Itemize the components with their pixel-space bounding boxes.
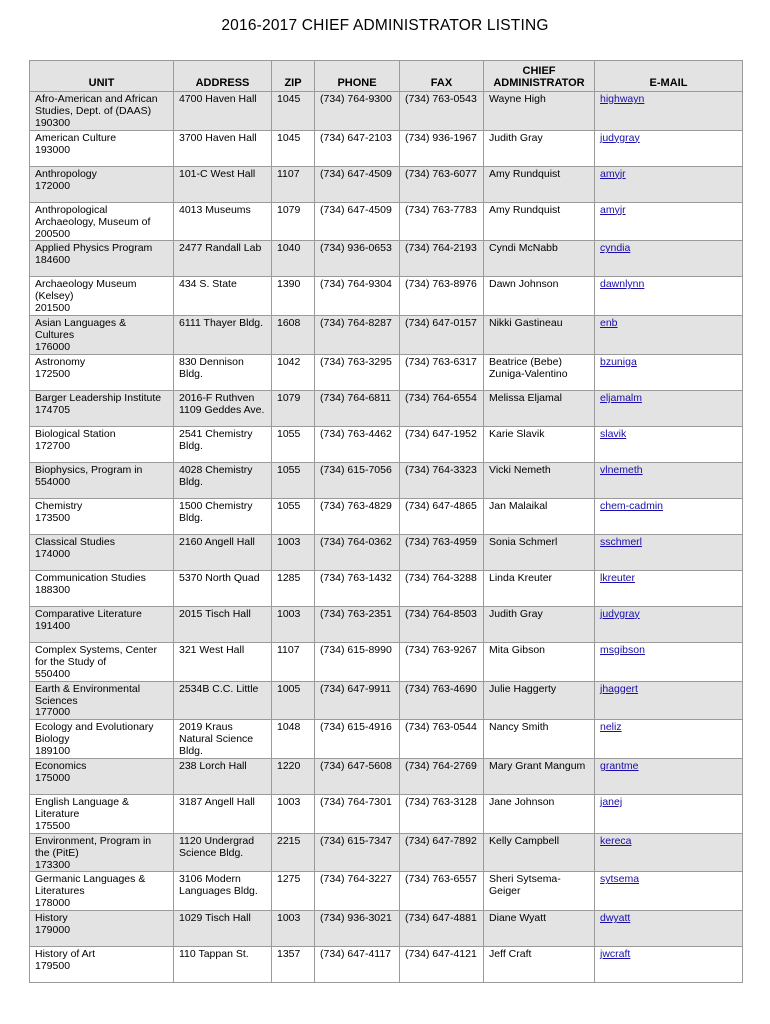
zip-cell: 1079 <box>272 202 315 241</box>
chief-administrator-cell: Melissa Eljamal <box>484 390 595 426</box>
address-cell: 101-C West Hall <box>174 166 272 202</box>
unit-code: 179000 <box>35 924 71 937</box>
address-cell: 4013 Museums <box>174 202 272 241</box>
fax-cell: (734) 647-4881 <box>400 911 484 947</box>
email-link[interactable]: janej <box>600 796 623 809</box>
fax-cell: (734) 647-0157 <box>400 316 484 355</box>
email-link[interactable]: highwayn <box>600 93 645 105</box>
email-cell <box>595 316 743 355</box>
header-address: ADDRESS <box>174 61 272 92</box>
zip-cell: 1003 <box>272 795 315 834</box>
chief-administrator-cell: Judith Gray <box>484 606 595 642</box>
unit-code: 191400 <box>35 619 71 632</box>
unit-cell <box>30 202 174 241</box>
unit-code: 175500 <box>35 819 71 832</box>
table-row <box>30 202 743 241</box>
unit-cell <box>30 130 174 166</box>
zip-cell: 1045 <box>272 92 315 131</box>
unit-name: Asian Languages & Cultures <box>35 317 127 342</box>
fax-cell: (734) 763-6317 <box>400 354 484 390</box>
unit-name: Chemistry <box>35 499 83 512</box>
email-cell <box>595 354 743 390</box>
email-cell <box>595 759 743 795</box>
fax-cell: (734) 763-6077 <box>400 166 484 202</box>
email-cell <box>595 720 743 759</box>
unit-name: Biophysics, Program in <box>35 463 143 476</box>
fax-cell: (734) 764-6554 <box>400 390 484 426</box>
address-cell: 2016-F Ruthven 1109 Geddes Ave. <box>174 390 272 426</box>
fax-cell: (734) 764-3323 <box>400 462 484 498</box>
unit-name: Archaeology Museum (Kelsey) <box>35 278 137 303</box>
table-row <box>30 570 743 606</box>
unit-cell <box>30 642 174 681</box>
chief-administrator-cell: Linda Kreuter <box>484 570 595 606</box>
phone-cell: (734) 764-0362 <box>315 534 400 570</box>
phone-cell: (734) 763-4829 <box>315 498 400 534</box>
fax-cell: (734) 647-4121 <box>400 947 484 983</box>
address-cell: 4028 Chemistry Bldg. <box>174 462 272 498</box>
table-row <box>30 241 743 277</box>
table-row <box>30 92 743 131</box>
email-link[interactable]: judygray <box>600 607 640 620</box>
email-link[interactable]: grantme <box>600 760 639 773</box>
header-zip: ZIP <box>272 61 315 92</box>
table-row <box>30 426 743 462</box>
unit-name: Applied Physics Program <box>35 242 153 255</box>
unit-code: 554000 <box>35 475 71 488</box>
unit-code: 172500 <box>35 367 71 380</box>
address-cell: 3106 Modern Languages Bldg. <box>174 872 272 911</box>
address-cell: 2160 Angell Hall <box>174 534 272 570</box>
unit-code: 176000 <box>35 340 71 353</box>
fax-cell: (734) 763-6557 <box>400 872 484 911</box>
unit-name: English Language & Literature <box>35 796 129 820</box>
phone-cell: (734) 615-7056 <box>315 462 400 498</box>
phone-cell: (734) 647-4117 <box>315 947 400 983</box>
unit-cell <box>30 166 174 202</box>
phone-cell: (734) 615-4916 <box>315 720 400 759</box>
unit-code: 178000 <box>35 897 71 910</box>
zip-cell: 1005 <box>272 681 315 720</box>
unit-cell <box>30 720 174 759</box>
chief-administrator-cell: Mita Gibson <box>484 642 595 681</box>
unit-code: 550400 <box>35 667 71 680</box>
unit-code: 179500 <box>35 960 71 973</box>
phone-cell: (734) 936-3021 <box>315 911 400 947</box>
table-row <box>30 759 743 795</box>
unit-code: 173300 <box>35 858 71 871</box>
unit-code: 173500 <box>35 511 71 524</box>
table-row <box>30 390 743 426</box>
table-row <box>30 681 743 720</box>
phone-cell: (734) 764-7301 <box>315 795 400 834</box>
address-cell: 2534B C.C. Little <box>174 681 272 720</box>
table-row <box>30 534 743 570</box>
table-header-row <box>30 61 743 92</box>
chief-administrator-cell: Judith Gray <box>484 130 595 166</box>
table-row <box>30 462 743 498</box>
table-row <box>30 354 743 390</box>
unit-cell <box>30 947 174 983</box>
address-cell: 2541 Chemistry Bldg. <box>174 426 272 462</box>
email-cell <box>595 795 743 834</box>
fax-cell: (734) 764-2193 <box>400 241 484 277</box>
email-cell <box>595 681 743 720</box>
fax-cell: (734) 647-4865 <box>400 498 484 534</box>
zip-cell: 2215 <box>272 833 315 872</box>
unit-cell <box>30 606 174 642</box>
address-cell: 830 Dennison Bldg. <box>174 354 272 390</box>
address-cell: 3700 Haven Hall <box>174 130 272 166</box>
address-cell: 110 Tappan St. <box>174 947 272 983</box>
email-link[interactable]: lkreuter <box>600 571 636 584</box>
unit-code: 201500 <box>35 302 71 315</box>
zip-cell: 1220 <box>272 759 315 795</box>
unit-code: 174705 <box>35 403 71 416</box>
chief-administrator-cell: Vicki Nemeth <box>484 462 595 498</box>
table-row <box>30 872 743 911</box>
email-cell <box>595 947 743 983</box>
address-cell: 3187 Angell Hall <box>174 795 272 834</box>
table-row <box>30 498 743 534</box>
zip-cell: 1079 <box>272 390 315 426</box>
fax-cell: (734) 763-0544 <box>400 720 484 759</box>
unit-name: Biological Station <box>35 427 116 440</box>
unit-name: Environment, Program in the (PitE) <box>35 834 152 859</box>
table-row <box>30 795 743 834</box>
unit-name: Barger Leadership Institute <box>35 391 162 404</box>
zip-cell: 1275 <box>272 872 315 911</box>
fax-cell: (734) 764-3288 <box>400 570 484 606</box>
table-row <box>30 130 743 166</box>
unit-cell <box>30 759 174 795</box>
email-cell <box>595 426 743 462</box>
unit-name: Classical Studies <box>35 535 115 548</box>
zip-cell: 1055 <box>272 462 315 498</box>
zip-cell: 1055 <box>272 426 315 462</box>
email-cell <box>595 241 743 277</box>
unit-code: 193000 <box>35 143 71 156</box>
fax-cell: (734) 763-4690 <box>400 681 484 720</box>
address-cell: 4700 Haven Hall <box>174 92 272 131</box>
unit-cell <box>30 241 174 277</box>
phone-cell: (734) 647-4509 <box>315 202 400 241</box>
unit-cell <box>30 277 174 316</box>
email-link[interactable]: jhaggert <box>600 682 638 695</box>
unit-cell <box>30 795 174 834</box>
chief-administrator-cell: Cyndi McNabb <box>484 241 595 277</box>
email-link[interactable]: msgibson <box>600 643 645 656</box>
phone-cell: (734) 936-0653 <box>315 241 400 277</box>
address-cell: 2019 Kraus Natural Science Bldg. <box>174 720 272 759</box>
email-link[interactable]: judygray <box>600 131 640 144</box>
phone-cell: (734) 763-3295 <box>315 354 400 390</box>
fax-cell: (734) 764-2769 <box>400 759 484 795</box>
email-cell <box>595 498 743 534</box>
zip-cell: 1608 <box>272 316 315 355</box>
zip-cell: 1003 <box>272 911 315 947</box>
email-link[interactable]: amyjr <box>600 203 626 216</box>
unit-name: Astronomy <box>35 355 86 368</box>
zip-cell: 1357 <box>272 947 315 983</box>
unit-name: Germanic Languages & Literatures <box>35 873 146 898</box>
unit-cell <box>30 426 174 462</box>
unit-code: 188300 <box>35 583 71 596</box>
phone-cell: (734) 763-2351 <box>315 606 400 642</box>
chief-administrator-cell: Wayne High <box>484 92 595 131</box>
email-cell <box>595 911 743 947</box>
email-cell <box>595 833 743 872</box>
table-row <box>30 947 743 983</box>
email-link[interactable]: slavik <box>600 427 627 440</box>
email-cell <box>595 606 743 642</box>
email-link[interactable]: vlnemeth <box>600 463 643 476</box>
table-row <box>30 606 743 642</box>
unit-name: Complex Systems, Center for the Study of <box>35 643 157 668</box>
email-cell <box>595 872 743 911</box>
email-link[interactable]: chem-cadmin <box>600 499 664 512</box>
unit-name: Economics <box>35 760 87 773</box>
phone-cell: (734) 647-2103 <box>315 130 400 166</box>
fax-cell: (734) 936-1967 <box>400 130 484 166</box>
zip-cell: 1042 <box>272 354 315 390</box>
email-link[interactable]: bzuniga <box>600 355 637 368</box>
chief-administrator-cell: Beatrice (Bebe) Zuniga-Valentino <box>484 354 595 390</box>
email-cell <box>595 390 743 426</box>
chief-administrator-cell: Mary Grant Mangum <box>484 759 595 795</box>
fax-cell: (734) 764-8503 <box>400 606 484 642</box>
fax-cell: (734) 763-8976 <box>400 277 484 316</box>
address-cell: 238 Lorch Hall <box>174 759 272 795</box>
unit-cell <box>30 570 174 606</box>
email-cell <box>595 202 743 241</box>
unit-name: Earth & Environmental Sciences <box>35 682 141 707</box>
chief-administrator-cell: Jeff Craft <box>484 947 595 983</box>
unit-name: History <box>35 912 68 925</box>
email-link[interactable]: kereca <box>600 834 632 847</box>
unit-cell <box>30 354 174 390</box>
unit-cell <box>30 390 174 426</box>
chief-administrator-cell: Sonia Schmerl <box>484 534 595 570</box>
table-row <box>30 833 743 872</box>
address-cell: 1120 Undergrad Science Bldg. <box>174 833 272 872</box>
zip-cell: 1055 <box>272 498 315 534</box>
unit-cell <box>30 92 174 131</box>
header-unit: UNIT <box>30 61 174 92</box>
address-cell: 1500 Chemistry Bldg. <box>174 498 272 534</box>
chief-administrator-cell: Sheri Sytsema-Geiger <box>484 872 595 911</box>
unit-cell <box>30 534 174 570</box>
unit-code: 190300 <box>35 116 71 129</box>
fax-cell: (734) 647-1952 <box>400 426 484 462</box>
email-link[interactable]: amyjr <box>600 167 626 180</box>
unit-name: History of Art <box>35 948 96 961</box>
phone-cell: (734) 615-8990 <box>315 642 400 681</box>
address-cell: 2015 Tisch Hall <box>174 606 272 642</box>
email-cell <box>595 534 743 570</box>
unit-name: Anthropological Archaeology, Museum of <box>35 203 151 228</box>
administrator-table <box>29 60 743 983</box>
address-cell: 1029 Tisch Hall <box>174 911 272 947</box>
unit-code: 175000 <box>35 771 71 784</box>
table-row <box>30 911 743 947</box>
unit-cell <box>30 316 174 355</box>
chief-administrator-cell: Nikki Gastineau <box>484 316 595 355</box>
zip-cell: 1040 <box>272 241 315 277</box>
table-row <box>30 316 743 355</box>
email-link[interactable]: enb <box>600 317 618 330</box>
unit-name: Anthropology <box>35 167 97 180</box>
zip-cell: 1003 <box>272 534 315 570</box>
unit-code: 172700 <box>35 439 71 452</box>
phone-cell: (734) 615-7347 <box>315 833 400 872</box>
header-phone: PHONE <box>315 61 400 92</box>
chief-administrator-cell: Amy Rundquist <box>484 202 595 241</box>
email-link[interactable]: neliz <box>600 721 622 734</box>
phone-cell: (734) 647-9911 <box>315 681 400 720</box>
email-cell <box>595 92 743 131</box>
chief-administrator-cell: Jan Malaikal <box>484 498 595 534</box>
email-cell <box>595 570 743 606</box>
chief-administrator-cell: Nancy Smith <box>484 720 595 759</box>
phone-cell: (734) 763-4462 <box>315 426 400 462</box>
phone-cell: (734) 764-6811 <box>315 390 400 426</box>
email-cell <box>595 642 743 681</box>
unit-code: 200500 <box>35 227 71 240</box>
unit-cell <box>30 462 174 498</box>
unit-cell <box>30 833 174 872</box>
header-email: E-MAIL <box>595 61 743 92</box>
chief-administrator-cell: Karie Slavik <box>484 426 595 462</box>
email-cell <box>595 166 743 202</box>
zip-cell: 1003 <box>272 606 315 642</box>
zip-cell: 1107 <box>272 642 315 681</box>
table-row <box>30 720 743 759</box>
fax-cell: (734) 763-0543 <box>400 92 484 131</box>
unit-code: 189100 <box>35 745 71 758</box>
phone-cell: (734) 764-9300 <box>315 92 400 131</box>
chief-administrator-cell: Jane Johnson <box>484 795 595 834</box>
zip-cell: 1048 <box>272 720 315 759</box>
address-cell: 2477 Randall Lab <box>174 241 272 277</box>
phone-cell: (734) 764-9304 <box>315 277 400 316</box>
unit-cell <box>30 498 174 534</box>
header-chief-administrator: CHIEF ADMINISTRATOR <box>484 61 595 92</box>
zip-cell: 1107 <box>272 166 315 202</box>
email-cell <box>595 462 743 498</box>
phone-cell: (734) 647-4509 <box>315 166 400 202</box>
email-link[interactable]: cyndia <box>600 242 631 255</box>
unit-code: 177000 <box>35 706 71 719</box>
phone-cell: (734) 647-5608 <box>315 759 400 795</box>
zip-cell: 1390 <box>272 277 315 316</box>
address-cell: 6111 Thayer Bldg. <box>174 316 272 355</box>
unit-name: Comparative Literature <box>35 607 142 620</box>
email-cell <box>595 277 743 316</box>
address-cell: 321 West Hall <box>174 642 272 681</box>
email-link[interactable]: dawnlynn <box>600 278 645 291</box>
unit-cell <box>30 911 174 947</box>
fax-cell: (734) 763-7783 <box>400 202 484 241</box>
phone-cell: (734) 764-8287 <box>315 316 400 355</box>
header-fax: FAX <box>400 61 484 92</box>
unit-name: Afro-American and African Studies, Dept. of (DAAS) <box>35 93 158 117</box>
email-link[interactable]: sytsema <box>600 873 640 886</box>
phone-cell: (734) 763-1432 <box>315 570 400 606</box>
email-link[interactable]: eljamalm <box>600 391 643 404</box>
fax-cell: (734) 763-4959 <box>400 534 484 570</box>
unit-name: Ecology and Evolutionary Biology <box>35 721 154 746</box>
unit-name: Communication Studies <box>35 571 146 584</box>
page-title: 2016-2017 CHIEF ADMINISTRATOR LISTING <box>221 17 549 34</box>
chief-administrator-cell: Julie Haggerty <box>484 681 595 720</box>
chief-administrator-cell: Kelly Campbell <box>484 833 595 872</box>
unit-code: 184600 <box>35 254 71 267</box>
unit-name: American Culture <box>35 131 117 144</box>
email-link[interactable]: jwcraft <box>600 948 631 961</box>
email-link[interactable]: sschmerl <box>600 535 643 548</box>
chief-administrator-cell: Diane Wyatt <box>484 911 595 947</box>
address-cell: 5370 North Quad <box>174 570 272 606</box>
email-cell <box>595 130 743 166</box>
unit-code: 172000 <box>35 179 71 192</box>
fax-cell: (734) 763-3128 <box>400 795 484 834</box>
unit-code: 174000 <box>35 547 71 560</box>
zip-cell: 1285 <box>272 570 315 606</box>
email-link[interactable]: dwyatt <box>600 912 631 925</box>
phone-cell: (734) 764-3227 <box>315 872 400 911</box>
fax-cell: (734) 763-9267 <box>400 642 484 681</box>
zip-cell: 1045 <box>272 130 315 166</box>
address-cell: 434 S. State <box>174 277 272 316</box>
table-row <box>30 166 743 202</box>
chief-administrator-cell: Dawn Johnson <box>484 277 595 316</box>
fax-cell: (734) 647-7892 <box>400 833 484 872</box>
unit-cell <box>30 872 174 911</box>
table-row <box>30 277 743 316</box>
table-row <box>30 642 743 681</box>
unit-cell <box>30 681 174 720</box>
chief-administrator-cell: Amy Rundquist <box>484 166 595 202</box>
